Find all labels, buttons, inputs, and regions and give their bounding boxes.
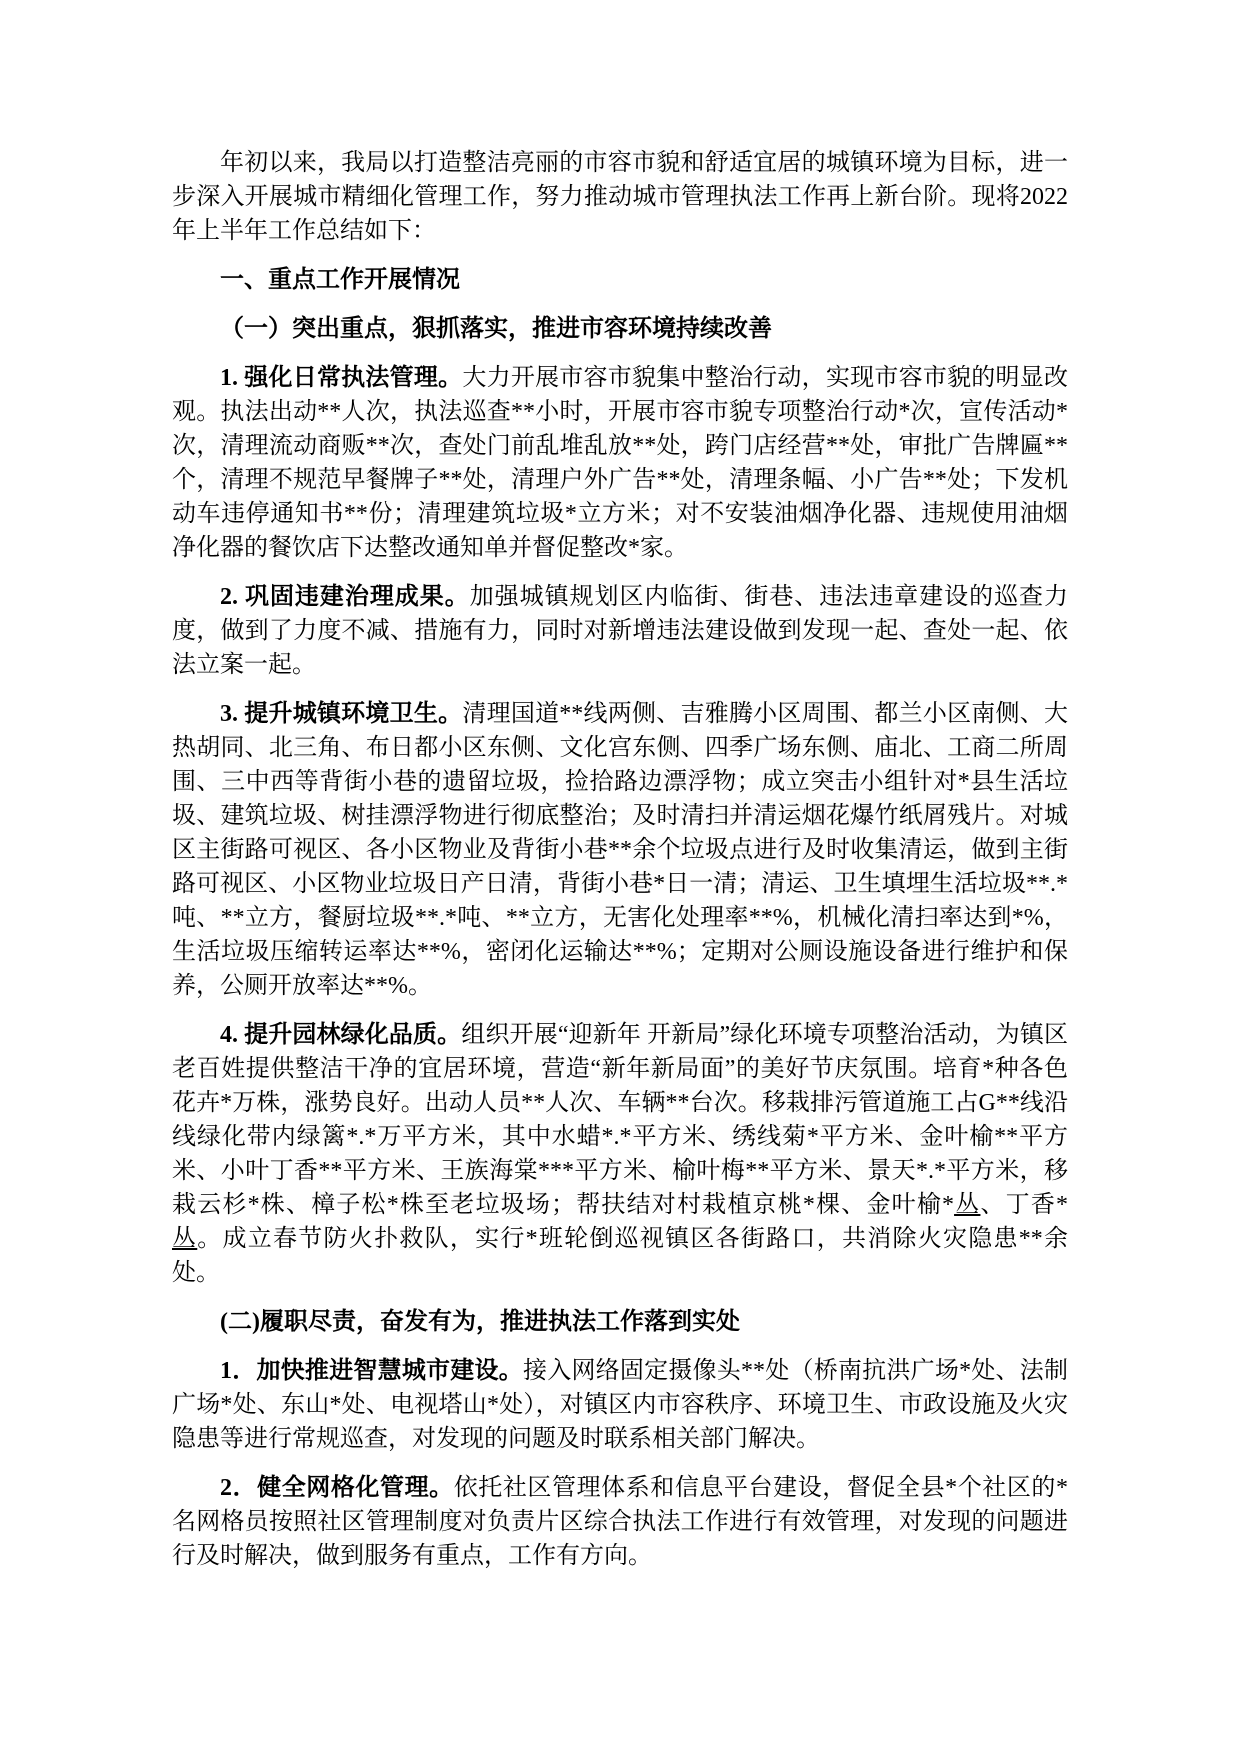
paragraph-lead-text: 2．健全网格化管理。 [220, 1475, 454, 1501]
paragraph-lead-text: 2. 巩固违建治理成果。 [220, 584, 470, 610]
document-body [172, 146, 1068, 1573]
paragraph-text: 年初以来，我局以打造整洁亮丽的市容市貌和舒适宜居的城镇环境为目标，进一步深入开展城市精细化管理工作，努力推动城市管理执法工作再上新台阶。现将2022年上半年工作总结如下： [172, 150, 1068, 244]
paragraph-lead-text: （一）突出重点，狠抓落实，推进市容环境持续改善 [220, 316, 772, 342]
section-heading [172, 1305, 1068, 1339]
paragraph-lead-text: 1．加快推进智慧城市建设。 [220, 1358, 523, 1384]
paragraph [172, 1354, 1068, 1456]
paragraph-text: 、丁香* [980, 1192, 1069, 1218]
paragraph [172, 361, 1068, 565]
paragraph-text: 清理国道**线两侧、吉雅腾小区周围、都兰小区南侧、大热胡同、北三角、布日都小区东侧、文化宫东侧、四季广场东侧、庙北、工商二所周围、三中西等背街小巷的遗留垃圾，捡拾路边漂浮物；成立突击小组针对*县生活垃圾、建筑垃圾、树挂漂浮物进行彻底整治；及时清扫并清运烟花爆竹纸屑残片。对城区主街路可视区、各小区物业及背街小巷**余个垃圾点进行及时收集清运，做到主街路可视区、小区物业垃圾日产日清，背街小巷*日一清；清运、卫生填埋生活垃圾**.*吨、**立方，餐厨垃圾**.*吨、**立方，无害化处理率**%，机械化清扫率达到*%，生活垃圾压缩转运率达**%，密闭化运输达**%；定期对公厕设施设备进行维护和保养，公厕开放率达**%。 [172, 701, 1069, 999]
paragraph [172, 580, 1068, 682]
paragraph-lead-text: 4. 提升园林绿化品质。 [220, 1022, 462, 1048]
paragraph [172, 1018, 1068, 1290]
paragraph-text: 丛 [954, 1192, 981, 1218]
paragraph-lead-text: (二)履职尽责，奋发有为，推进执法工作落到实处 [220, 1309, 740, 1335]
paragraph [172, 697, 1068, 1003]
paragraph-text: 大力开展市容市貌集中整治行动，实现市容市貌的明显改观。执法出动**人次，执法巡查**小时，开展市容市貌专项整治行动*次，宣传活动*次，清理流动商贩**次，查处门前乱堆乱放**处，跨门店经营**处，审批广告牌匾**个，清理不规范早餐牌子**处，清理户外广告**处，清理条幅、小广告**处；下发机动车违停通知书**份；清理建筑垃圾*立方米；对不安装油烟净化器、违规使用油烟净化器的餐饮店下达整改通知单并督促整改*家。 [172, 365, 1069, 561]
paragraph-text: 。成立春节防火扑救队，实行*班轮倒巡视镇区各街路口，共消除火灾隐患**余处。 [172, 1226, 1069, 1286]
paragraph-lead-text: 1. 强化日常执法管理。 [220, 365, 463, 391]
paragraph-text: 加强城镇规划区内临街、街巷、违法违章建设的巡查力度，做到了力度不减、措施有力，同时对新增违法建设做到发现一起、查处一起、依法立案一起。 [172, 584, 1069, 678]
paragraph-text: 组织开展“迎新年 开新局”绿化环境专项整治活动，为镇区老百姓提供整洁干净的宜居环境，营造“新年新局面”的美好节庆氛围。培育*种各色花卉*万株，涨势良好。出动人员**人次、车辆**台次。移栽排污管道施工占G**线沿线绿化带内绿篱*.*万平方米，其中水蜡*.*平方米、绣线菊*平方米、金叶榆**平方米、小叶丁香**平方米、王族海棠***平方米、榆叶梅**平方米、景天*.*平方米，移栽云杉*株、樟子松*株至老垃圾场；帮扶结对村栽植京桃*棵、金叶榆* [172, 1022, 1069, 1218]
paragraph [172, 146, 1068, 248]
paragraph-text: 依托社区管理体系和信息平台建设，督促全县*个社区的*名网格员按照社区管理制度对负责片区综合执法工作进行有效管理，对发现的问题进行及时解决，做到服务有重点，工作有方向。 [172, 1475, 1069, 1569]
paragraph-text: 接入网络固定摄像头**处（桥南抗洪广场*处、法制广场*处、东山*处、电视塔山*处），对镇区内市容秩序、环境卫生、市政设施及火灾隐患等进行常规巡查，对发现的问题及时联系相关部门解决。 [172, 1358, 1069, 1452]
paragraph [172, 1471, 1068, 1573]
paragraph-text: 丛 [172, 1226, 198, 1252]
paragraph-lead-text: 一、重点工作开展情况 [220, 267, 460, 293]
section-heading [172, 263, 1068, 297]
section-heading [172, 312, 1068, 346]
paragraph-lead-text: 3. 提升城镇环境卫生。 [220, 701, 463, 727]
